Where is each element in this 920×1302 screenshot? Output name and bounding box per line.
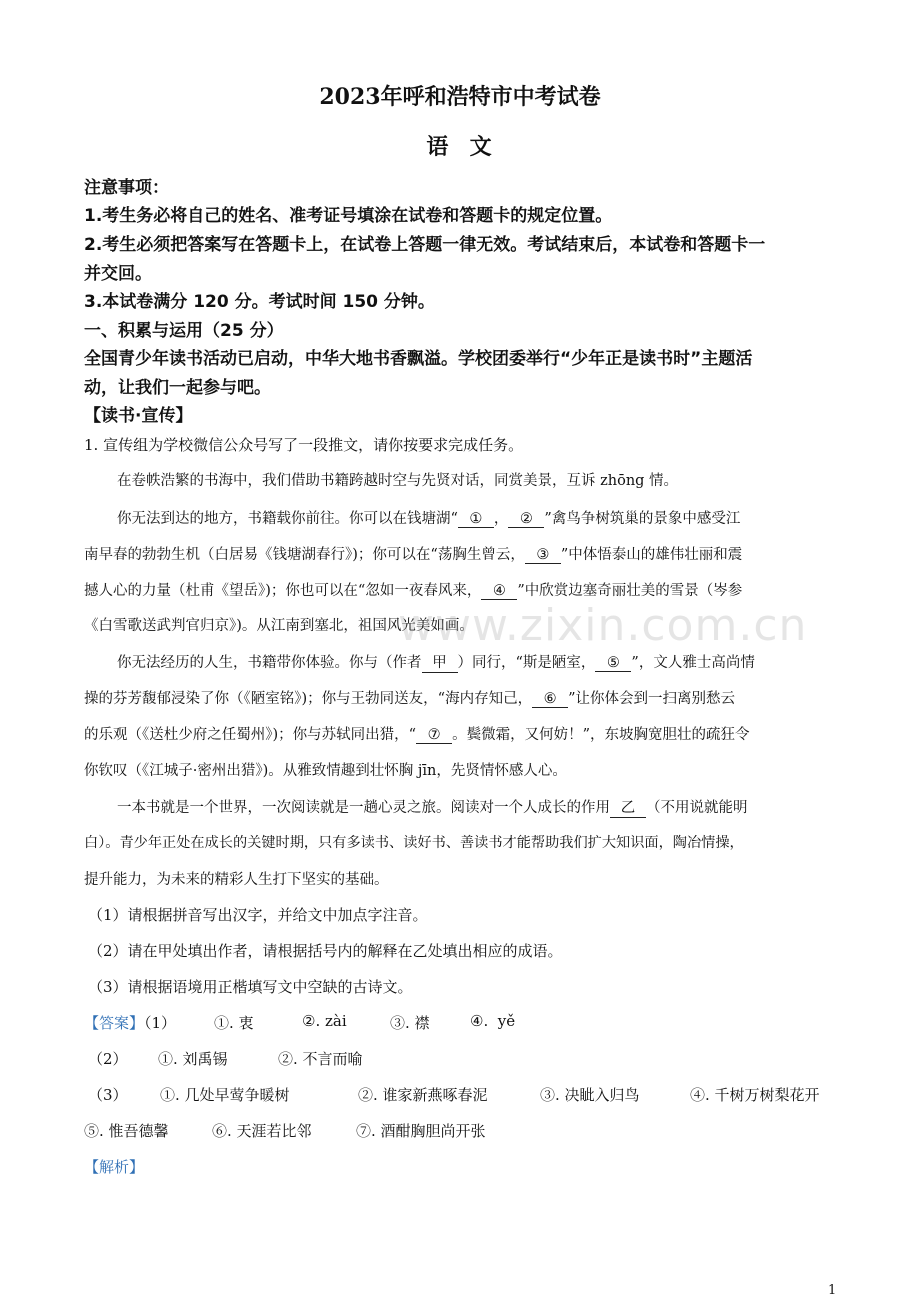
task-1: （1）请根据拼音写出汉字，并给文中加点字注音。 — [88, 906, 428, 924]
blank-6: ⑥ — [532, 691, 568, 708]
sub-heading: 【读书·宣传】 — [84, 406, 193, 426]
passage-p3-line4: 你钦叹（《江城子·密州出猎》)。从雅致情趣到壮怀胸 jīn，先贤情怀感人心。 — [84, 763, 567, 779]
section-intro-line2: 动，让我们一起参与吧。 — [84, 378, 271, 398]
notice-item-2-cont: 并交回。 — [84, 264, 152, 284]
blank-1: ① — [458, 511, 494, 528]
passage-p2-line1: 你无法到达的地方，书籍载你前往。你可以在钱塘湖“ ① ， ② ”禽鸟争树筑巢的景象中感受江 — [117, 511, 741, 527]
answer-row-1: 【答案】（1） — [84, 1014, 177, 1032]
answer-label: 【答案】 — [84, 1014, 145, 1032]
answer-1-4: ④. yě — [470, 1012, 516, 1030]
passage-p2-line2: 南早春的勃勃生机（白居易《钱塘湖春行》)；你可以在“荡胸生曾云， ③ ”中体悟泰山的雄伟壮丽和震 — [84, 547, 743, 563]
answer-2-1: ①. 刘禹锡 — [158, 1050, 228, 1068]
answer-1-3: ③. 襟 — [390, 1014, 430, 1032]
analysis-label: 【解析】 — [84, 1158, 145, 1176]
page-number: 1 — [828, 1283, 837, 1298]
notice-item-1: 1.考生务必将自己的姓名、准考证号填涂在试卷和答题卡的规定位置。 — [84, 206, 613, 226]
passage-p2-line3: 撼人心的力量（杜甫《望岳》)；你也可以在“忽如一夜春风来， ④ ”中欣赏边塞奇丽壮美的雪景（岑参 — [84, 583, 743, 599]
answer-row-2-num: （2） — [88, 1050, 128, 1068]
notice-item-3: 3.本试卷满分 120 分。考试时间 150 分钟。 — [84, 292, 435, 312]
answer-row-3-num: （3） — [88, 1086, 128, 1104]
passage-p1: 在卷帙浩繁的书海中，我们借助书籍跨越时空与先贤对话，同赏美景，互诉 zhōng 情。 — [117, 473, 679, 489]
blank-yi: 乙 — [610, 796, 646, 818]
task-3: （3）请根据语境用正楷填写文中空缺的古诗文。 — [88, 978, 413, 996]
answer-1-1: ①. 衷 — [214, 1014, 254, 1032]
blank-4: ④ — [481, 583, 517, 600]
answer-4-2: ⑥. 天涯若比邻 — [212, 1122, 312, 1140]
watermark: www.zixin.com.cn — [398, 600, 808, 651]
passage-p2-line4: 《白雪歌送武判官归京》)。从江南到塞北，祖国风光美如画。 — [84, 618, 474, 634]
answer-4-1: ⑤. 惟吾德馨 — [84, 1122, 169, 1140]
passage-p3-line1: 你无法经历的人生，书籍带你体验。你与（作者 甲 ）同行，“斯是陋室， ⑤ ”，文人雅士高尚情 — [117, 651, 755, 673]
answer-3-3: ③. 决眦入归鸟 — [540, 1086, 640, 1104]
answer-1-2: ②. zài — [302, 1012, 347, 1030]
answer-3-1: ①. 几处早莺争暖树 — [160, 1086, 290, 1104]
notice-item-2: 2.考生必须把答案写在答题卡上，在试卷上答题一律无效。考试结束后，本试卷和答题卡一 — [84, 235, 766, 255]
blank-2: ② — [508, 511, 544, 528]
answer-3-4: ④. 千树万树梨花开 — [690, 1086, 820, 1104]
blank-7: ⑦ — [416, 727, 452, 744]
passage-p3-line2: 操的芬芳馥郁浸染了你（《陋室铭》)；你与王勃同送友，“海内存知己， ⑥ ”让你体会到一扫离别愁云 — [84, 691, 735, 707]
document-title: 2023年呼和浩特市中考试卷 — [319, 84, 601, 110]
subject-title: 语 文 — [426, 134, 494, 160]
answer-3-2: ②. 谁家新燕啄春泥 — [358, 1086, 488, 1104]
task-2: （2）请在甲处填出作者，请根据括号内的解释在乙处填出相应的成语。 — [88, 942, 563, 960]
passage-p4-line2: 白）。青少年正处在成长的关键时期，只有多读书、读好书、善读书才能帮助我们扩大知识面，陶冶情操， — [84, 835, 744, 851]
section-intro-line1: 全国青少年读书活动已启动，中华大地书香飘溢。学校团委举行“少年正是读书时”主题活 — [84, 349, 753, 369]
blank-3: ③ — [525, 547, 561, 564]
passage-p4-line1: 一本书就是一个世界，一次阅读就是一趟心灵之旅。阅读对一个人成长的作用 乙 （不用说就能明 — [117, 796, 748, 818]
answer-4-3: ⑦. 酒酣胸胆尚开张 — [356, 1122, 486, 1140]
passage-p3-line3: 的乐观（《送杜少府之任蜀州》)；你与苏轼同出猎，“ ⑦ 。鬓微霜，又何妨！”，东坡胸宽胆壮的疏狂令 — [84, 727, 750, 743]
answer-2-2: ②. 不言而喻 — [278, 1050, 363, 1068]
notice-heading: 注意事项： — [84, 178, 169, 198]
passage-p4-line3: 提升能力，为未来的精彩人生打下坚实的基础。 — [84, 872, 389, 888]
question-1: 1. 宣传组为学校微信公众号写了一段推文，请你按要求完成任务。 — [84, 436, 524, 454]
section-title: 一、积累与运用（25 分） — [84, 321, 284, 341]
blank-5: ⑤ — [595, 655, 631, 672]
blank-jia: 甲 — [422, 651, 458, 673]
